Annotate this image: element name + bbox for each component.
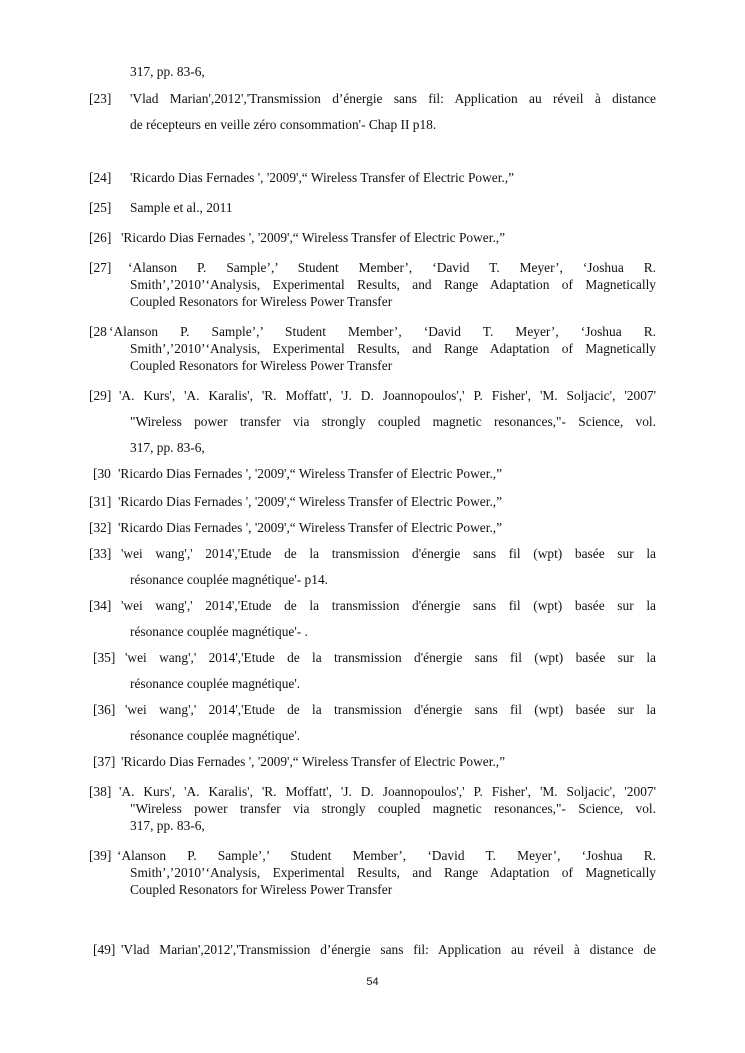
reference-line: résonance couplée magnétique'. [130, 728, 301, 743]
reference-line: Coupled Resonators for Wireless Power Transfer [130, 882, 393, 897]
reference-line: "Wireless power transfer via strongly coupled magnetic resonances,"- Science, vol. [130, 801, 656, 816]
reference-line: 317, pp. 83-6, [130, 818, 205, 833]
reference-label: [34] [89, 598, 112, 613]
reference-line: résonance couplée magnétique'- . [130, 624, 308, 639]
reference-label: [33] [89, 546, 112, 561]
reference-line: 'Vlad Marian',2012','Transmission d’énergie sans fil: Application au réveil à distance de [121, 942, 656, 957]
reference-line: résonance couplée magnétique'- p14. [130, 572, 328, 587]
reference-label: [37] [93, 754, 116, 769]
reference-line: Smith’,’2010’‘Analysis, Experimental Results, and Range Adaptation of Magnetically [130, 277, 656, 292]
reference-label: [49] [93, 942, 116, 957]
reference-line: 'Vlad Marian',2012','Transmission d’énergie sans fil: Application au réveil à distance [130, 91, 656, 106]
reference-line: de récepteurs en veille zéro consommation'- Chap II p18. [130, 117, 437, 132]
reference-line: ‘Alanson P. Sample’,’ Student Member’, ‘David T. Meyer’, ‘Joshua R. [128, 260, 656, 275]
reference-line: 'Ricardo Dias Fernades ', '2009',“ Wireless Transfer of Electric Power.,” [130, 170, 515, 185]
reference-line: 'wei wang',' 2014','Etude de la transmission d'énergie sans fil (wpt) basée sur la [121, 598, 656, 613]
reference-line: résonance couplée magnétique'. [130, 676, 301, 691]
reference-line: 'Ricardo Dias Fernades ', '2009',“ Wireless Transfer of Electric Power.,” [121, 754, 506, 769]
reference-line: 'wei wang',' 2014','Etude de la transmission d'énergie sans fil (wpt) basée sur la [121, 546, 656, 561]
reference-line: Coupled Resonators for Wireless Power Transfer [130, 294, 393, 309]
reference-label: [32] [89, 520, 112, 535]
reference-line: Smith’,’2010’‘Analysis, Experimental Results, and Range Adaptation of Magnetically [130, 341, 656, 356]
reference-label: [23] [89, 91, 112, 106]
reference-line: 'A. Kurs', 'A. Karalis', 'R. Moffatt', 'J. D. Joannopoulos',' P. Fisher', 'M. Soljacic', '2007' [119, 784, 656, 799]
reference-line: 'Ricardo Dias Fernades ', '2009',“ Wireless Transfer of Electric Power.,” [118, 466, 503, 481]
reference-continuation: 317, pp. 83-6, [130, 64, 205, 79]
reference-line: 'wei wang',' 2014','Etude de la transmission d'énergie sans fil (wpt) basée sur la [125, 650, 656, 665]
reference-label: [25] [89, 200, 112, 215]
reference-line: Smith’,’2010’‘Analysis, Experimental Results, and Range Adaptation of Magnetically [130, 865, 656, 880]
reference-label: [27] [89, 260, 112, 275]
reference-label: [36] [93, 702, 116, 717]
reference-line: 'Ricardo Dias Fernades ', '2009',“ Wireless Transfer of Electric Power.,” [121, 230, 506, 245]
reference-label: [28 [89, 324, 107, 339]
page-number: 54 [366, 976, 379, 988]
reference-label: [39] [89, 848, 112, 863]
reference-label: [35] [93, 650, 116, 665]
reference-label: [26] [89, 230, 112, 245]
reference-line: 'A. Kurs', 'A. Karalis', 'R. Moffatt', 'J. D. Joannopoulos',' P. Fisher', 'M. Soljacic', '2007' [119, 388, 656, 403]
reference-line: 317, pp. 83-6, [130, 440, 205, 455]
reference-label: [29] [89, 388, 112, 403]
reference-label: [30 [93, 466, 111, 481]
reference-line: "Wireless power transfer via strongly coupled magnetic resonances,"- Science, vol. [130, 414, 656, 429]
reference-line: ‘Alanson P. Sample’,’ Student Member’, ‘David T. Meyer’, ‘Joshua R. [109, 324, 656, 339]
reference-line: ‘Alanson P. Sample’,’ Student Member’, ‘David T. Meyer’, ‘Joshua R. [117, 848, 656, 863]
reference-line: Coupled Resonators for Wireless Power Transfer [130, 358, 393, 373]
reference-label: [31] [89, 494, 112, 509]
reference-line: 'Ricardo Dias Fernades ', '2009',“ Wireless Transfer of Electric Power.,” [118, 494, 503, 509]
reference-label: [24] [89, 170, 112, 185]
reference-line: 'wei wang',' 2014','Etude de la transmission d'énergie sans fil (wpt) basée sur la [125, 702, 656, 717]
reference-line: Sample et al., 2011 [130, 200, 233, 215]
reference-line: 'Ricardo Dias Fernades ', '2009',“ Wireless Transfer of Electric Power.,” [118, 520, 503, 535]
reference-label: [38] [89, 784, 112, 799]
